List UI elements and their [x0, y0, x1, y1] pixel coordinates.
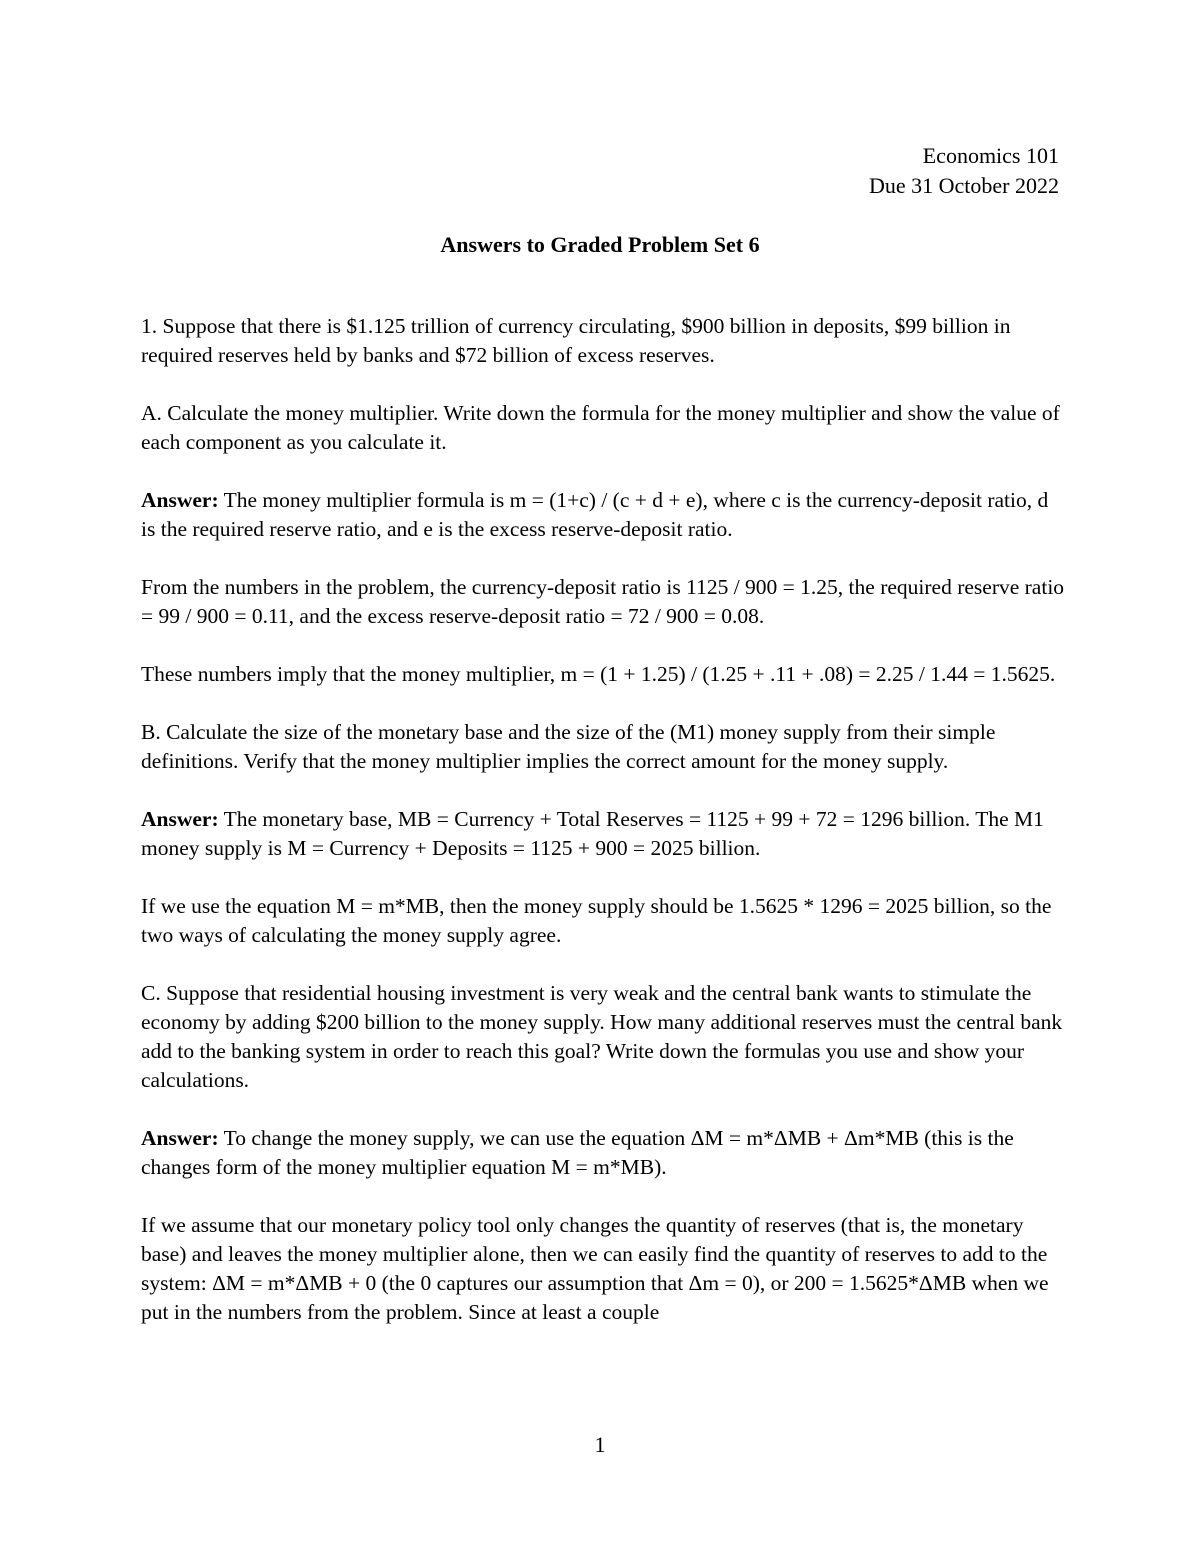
- document-title: Answers to Graded Problem Set 6: [440, 232, 760, 257]
- paragraph-answer-c-2: [141, 1211, 1066, 1327]
- paragraph-answer-b-1: [141, 805, 1066, 863]
- paragraph-text: A. Calculate the money multiplier. Write down the formula for the money multiplier and show the value of each component as you calculate it.: [141, 401, 1060, 454]
- paragraph-answer-b-2: [141, 892, 1066, 950]
- paragraph-text: The monetary base, MB = Currency + Total Reserves = 1125 + 99 + 72 = 1296 billion. The M1 money supply is M = Currency + Deposits = 1125 + 900 = 2025 billion.: [141, 807, 1044, 860]
- page-number: 1: [594, 1432, 606, 1457]
- answer-label: Answer:: [141, 1126, 219, 1150]
- document-header: [869, 141, 1059, 201]
- paragraph-part-a: [141, 399, 1066, 457]
- course-name: Economics 101: [922, 143, 1059, 168]
- paragraph-text: The money multiplier formula is m = (1+c) / (c + d + e), where c is the currency-deposit ratio, d is the required reserve ratio, and e is the excess reserve-deposit ratio.: [141, 488, 1049, 541]
- paragraph-part-b: [141, 718, 1066, 776]
- paragraph-part-c: [141, 979, 1066, 1095]
- paragraph-text: From the numbers in the problem, the currency-deposit ratio is 1125 / 900 = 1.25, the required reserve ratio = 99 / 900 = 0.11, and the excess reserve-deposit ratio = 72 / 900 = 0.08.: [141, 575, 1065, 628]
- paragraph-answer-a-1: [141, 486, 1066, 544]
- paragraph-answer-c-1: [141, 1124, 1066, 1182]
- paragraph-answer-a-3: [141, 660, 1066, 689]
- answer-label: Answer:: [141, 807, 219, 831]
- paragraph-text: B. Calculate the size of the monetary base and the size of the (M1) money supply from their simple definitions. Verify that the money multiplier implies the correct amount for the money supply.: [141, 720, 996, 773]
- paragraph-text: These numbers imply that the money multiplier, m = (1 + 1.25) / (1.25 + .11 + .08) = 2.25 / 1.44 = 1.5625.: [141, 662, 1056, 686]
- paragraph-text: If we use the equation M = m*MB, then the money supply should be 1.5625 * 1296 = 2025 billion, so the two ways of calculating the money supply agree.: [141, 894, 1052, 947]
- document-body: [141, 312, 1066, 1356]
- due-date: Due 31 October 2022: [868, 173, 1059, 198]
- paragraph-answer-a-2: [141, 573, 1066, 631]
- paragraph-text: If we assume that our monetary policy tool only changes the quantity of reserves (that is, the monetary base) and leaves the money multiplier alone, then we can easily find the quantity of reserves to add to the system: ΔM = m*ΔMB + 0 (the 0 captures our assumption that Δm = 0), or 200 = 1.5625*ΔMB when we put in the numbers from the problem. Since at least a couple: [141, 1213, 1049, 1324]
- answer-label: Answer:: [141, 488, 219, 512]
- paragraph-text: C. Suppose that residential housing investment is very weak and the central bank wants to stimulate the economy by adding $200 billion to the money supply. How many additional reserves must the central bank add to the banking system in order to reach this goal? Write down the formulas you use and show your calculations.: [141, 981, 1063, 1092]
- paragraph-question-1: [141, 312, 1066, 370]
- paragraph-text: To change the money supply, we can use the equation ΔM = m*ΔMB + Δm*MB (this is the changes form of the money multiplier equation M = m*MB).: [141, 1126, 1014, 1179]
- paragraph-text: 1. Suppose that there is $1.125 trillion of currency circulating, $900 billion in deposits, $99 billion in required reserves held by banks and $72 billion of excess reserves.: [141, 314, 1011, 367]
